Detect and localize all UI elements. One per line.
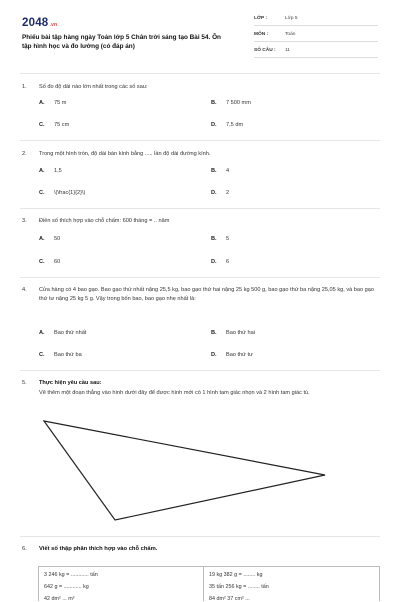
divider [20, 277, 380, 278]
table-cell: 642 g = ............ kg [44, 584, 89, 590]
meta-label: SỐ CÂU : [254, 48, 276, 53]
obtuse-triangle [44, 421, 325, 520]
question-number: 2. [22, 151, 27, 157]
question-title: Viết số thập phân thích hợp vào chỗ chấm. [39, 546, 158, 552]
option-d[interactable]: D. 2 [211, 190, 230, 196]
question-text: Cửa hàng có 4 bao gạo. Bao gạo thứ nhất nặng 25,5 kg, bao gạo thứ hai nặng 25 kg 500 g, bao gạo thứ ba nặng 25,05 kg, và bao gạo thứ tư nặng 25 kg 5 g. Vậy trong bốn bao, bao gạo nhẹ nhất là: [39, 287, 375, 302]
option-a[interactable]: A. 50 [39, 236, 61, 242]
meta-count-row [254, 46, 378, 58]
conversion-table [38, 566, 380, 601]
question-number: 4. [22, 287, 27, 293]
question-title: Thực hiện yêu cầu sau: [39, 380, 102, 386]
option-d[interactable]: D. 7,5 dm [211, 122, 244, 128]
meta-label: LỚP : [254, 16, 268, 21]
divider [20, 140, 380, 141]
table-divider [203, 567, 204, 601]
option-b[interactable]: B. 7 500 mm [211, 100, 251, 106]
question-text: Vẽ thêm một đoạn thẳng vào hình dưới đây để được hình mới có 1 hình tam giác nhọn và 2 hình tam giác tù. [39, 390, 310, 396]
meta-subject-row [254, 30, 378, 42]
table-cell: 35 tấn 256 kg = ........ tấn [209, 584, 269, 590]
table-cell: 42 dm² ... m² [44, 596, 75, 602]
option-b[interactable]: B. Bao thứ hai [211, 330, 255, 336]
site-logo[interactable]: 2048.vn [22, 17, 58, 29]
table-cell: 84 dm² 37 cm² ... [209, 596, 250, 602]
option-d[interactable]: D. 6 [211, 259, 230, 265]
option-d[interactable]: D. Bao thứ tư [211, 352, 253, 358]
question-text: Điền số thích hợp vào chỗ chấm: 600 tháng = .. năm [39, 218, 170, 224]
triangle-figure [40, 418, 330, 526]
option-b[interactable]: B. 4 [211, 168, 230, 174]
question-5-body [22, 389, 380, 409]
question-text: Trong một hình tròn, độ dài bán kính bằng ..... lần độ dài đường kính. [39, 151, 211, 157]
meta-value: 11 [285, 48, 290, 53]
table-cell: 19 kg 382 g = ........ kg [209, 572, 263, 578]
question-4 [22, 286, 380, 316]
table-cell: 3 246 kg = ............ tấn [44, 572, 98, 578]
option-a[interactable]: A. Bao thứ nhất [39, 330, 87, 336]
meta-value: Toán [285, 32, 296, 37]
question-number: 5. [22, 380, 27, 386]
meta-class-row [254, 14, 378, 26]
worksheet-title: Phiếu bài tập hàng ngày Toán lớp 5 Chân trời sáng tạo Bài 54. Ôn tập hình học và đo lường (có đáp án) [22, 34, 221, 50]
option-c[interactable]: C. Bao thứ ba [39, 352, 82, 358]
question-text: Số đo độ dài nào lớn nhất trong các số sau: [39, 84, 148, 90]
meta-value: Lớp 5 [285, 16, 298, 21]
divider [20, 208, 380, 209]
question-number: 3. [22, 218, 27, 224]
divider [20, 73, 380, 74]
option-c[interactable]: C. 75 cm [39, 122, 70, 128]
divider [20, 536, 380, 537]
question-number: 1. [22, 84, 27, 90]
option-c[interactable]: C. \(\frac{1}{2}\) [39, 190, 86, 196]
option-a[interactable]: A. 75 m [39, 100, 67, 106]
option-a[interactable]: A. 1,5 [39, 168, 62, 174]
divider [20, 370, 380, 371]
question-number: 6. [22, 546, 27, 552]
option-c[interactable]: C. 60 [39, 259, 61, 265]
option-b[interactable]: B. 5 [211, 236, 230, 242]
meta-label: MÔN : [254, 32, 269, 37]
